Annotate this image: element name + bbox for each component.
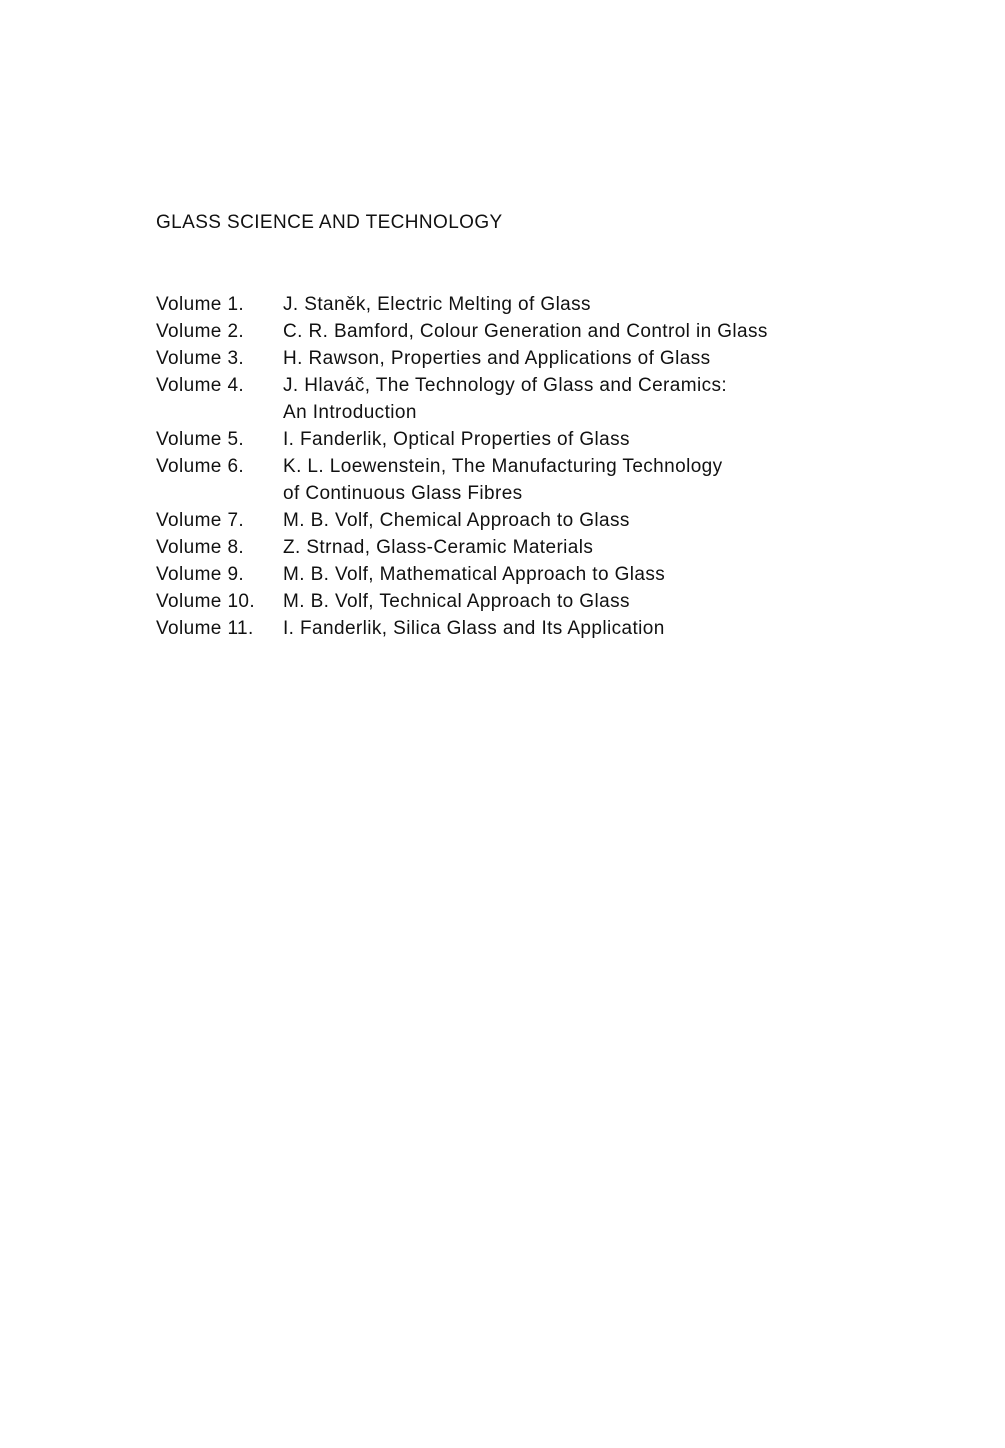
volume-number: Volume 8.	[156, 537, 245, 558]
volume-title-line: I. Fanderlik, Optical Properties of Glass	[283, 429, 630, 450]
volume-number: Volume 7.	[156, 510, 245, 531]
volume-title-line: C. R. Bamford, Colour Generation and Control in Glass	[283, 321, 768, 342]
volume-title-line: I. Fanderlik, Silica Glass and Its Application	[283, 618, 665, 639]
volume-number: Volume 11.	[156, 618, 254, 639]
volume-number: Volume 4.	[156, 375, 245, 396]
volume-entry	[156, 588, 956, 615]
volume-entry	[156, 561, 956, 588]
volume-number: Volume 1.	[156, 294, 245, 315]
volume-list	[156, 291, 956, 642]
volume-title	[283, 453, 956, 507]
volume-title-line: M. B. Volf, Chemical Approach to Glass	[283, 510, 630, 531]
volume-title	[283, 588, 956, 615]
volume-entry	[156, 318, 956, 345]
volume-title	[283, 372, 956, 426]
volume-title	[283, 345, 956, 372]
volume-number: Volume 6.	[156, 456, 245, 477]
volume-title	[283, 318, 956, 345]
volume-number: Volume 10.	[156, 591, 256, 612]
volume-title	[283, 426, 956, 453]
volume-number: Volume 2.	[156, 321, 245, 342]
volume-entry	[156, 345, 956, 372]
volume-title-line: M. B. Volf, Mathematical Approach to Glass	[283, 564, 666, 585]
volume-entry	[156, 453, 956, 507]
series-title: GLASS SCIENCE AND TECHNOLOGY	[156, 212, 503, 233]
volume-title-line: M. B. Volf, Technical Approach to Glass	[283, 591, 630, 612]
volume-entry	[156, 426, 956, 453]
volume-title-line: K. L. Loewenstein, The Manufacturing Technology	[283, 456, 723, 477]
volume-entry	[156, 507, 956, 534]
volume-title-line: J. Staněk, Electric Melting of Glass	[283, 294, 591, 315]
volume-number: Volume 3.	[156, 348, 245, 369]
volume-entry	[156, 615, 956, 642]
volume-entry	[156, 372, 956, 426]
volume-title	[283, 615, 956, 642]
volume-entry	[156, 534, 956, 561]
volume-title	[283, 534, 956, 561]
volume-title-line: H. Rawson, Properties and Applications of Glass	[283, 348, 711, 369]
volume-title	[283, 507, 956, 534]
volume-title-line: J. Hlaváč, The Technology of Glass and Ceramics:	[283, 375, 728, 396]
volume-title-line: Z. Strnad, Glass-Ceramic Materials	[283, 537, 594, 558]
volume-title	[283, 291, 956, 318]
volume-number: Volume 9.	[156, 564, 245, 585]
volume-title	[283, 561, 956, 588]
volume-title-line: of Continuous Glass Fibres	[283, 483, 523, 504]
volume-number: Volume 5.	[156, 429, 245, 450]
volume-title-line: An Introduction	[283, 402, 417, 423]
volume-entry	[156, 291, 956, 318]
